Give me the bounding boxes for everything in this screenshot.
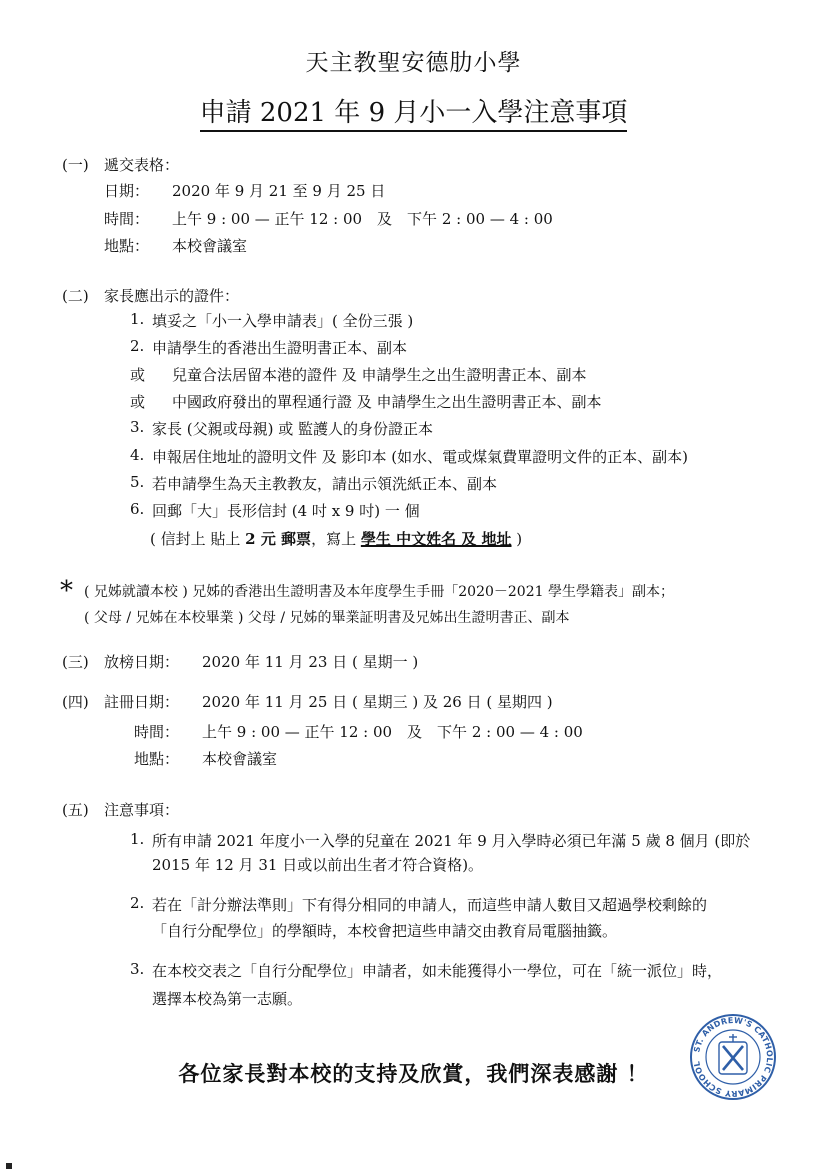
section2-heading: 家長應出示的證件：	[104, 287, 240, 305]
doc-item-text: 兒童合法居留本港的證件 及 申請學生之出生證明書正本、副本	[172, 366, 587, 384]
section5-heading: 注意事項：	[104, 801, 180, 819]
doc-item-number: 5.	[130, 473, 145, 491]
doc-item-text: 回郵「大」長形信封 (4 吋 x 9 吋) 一 個	[152, 502, 420, 520]
star-note-symbol: *	[60, 576, 73, 606]
section1-time-value: 上午 9 : 00 — 正午 12 : 00 及 下午 2 : 00 — 4 : 00	[172, 210, 553, 228]
doc-item-number: 6.	[130, 500, 145, 518]
doc-item-number: 1.	[130, 310, 145, 328]
doc-item-or: 或	[130, 393, 146, 411]
envelope-note-student: 學生 中文姓名 及 地址	[360, 530, 512, 548]
section4-label: 註冊日期：	[104, 693, 180, 711]
svg-text:ST. ANDREW'S CATHOLIC PRIMARY: ST. ANDREW'S CATHOLIC PRIMARY SCHOOL	[692, 1015, 775, 1099]
envelope-note-suffix: )	[511, 530, 523, 548]
note-item-number: 2.	[130, 894, 145, 912]
doc-item-text: 填妥之「小一入學申請表」( 全份三張 )	[152, 312, 414, 330]
section5-number: (五)	[62, 801, 89, 819]
page-title-text: 申請 2021 年 9 月小一入學注意事項	[200, 98, 628, 132]
doc-item-text: 若申請學生為天主教教友，請出示領洗紙正本、副本	[152, 475, 498, 493]
section4-venue-label: 地點：	[134, 750, 180, 768]
closing-message: 各位家長對本校的支持及欣賞，我們深表感謝 ！	[178, 1062, 649, 1086]
note-item-line1: 若在「計分辦法準則」下有得分相同的申請人，而這些申請人數目又超過學校剩餘的	[152, 896, 708, 914]
doc-item-text: 申請學生的香港出生證明書正本、副本	[152, 339, 408, 357]
note-item-line2: 選擇本校為第一志願。	[152, 990, 303, 1008]
note-item-number: 3.	[130, 960, 145, 978]
envelope-note-prefix: ( 信封上 貼上	[150, 530, 246, 548]
doc-item-text: 家長 (父親或母親) 或 監護人的身份證正本	[152, 420, 434, 438]
doc-item-text: 申報居住地址的證明文件 及 影印本 (如水、電或煤氣費單證明文件的正本、副本)	[152, 448, 689, 466]
scan-mark	[6, 1163, 12, 1169]
doc-item-or: 或	[130, 366, 146, 384]
doc-item-text: 中國政府發出的單程通行證 及 申請學生之出生證明書正本、副本	[172, 393, 602, 411]
section1-number: (一)	[62, 156, 89, 174]
envelope-note-stamp: 2 元 郵票	[245, 530, 312, 548]
section4-venue-value: 本校會議室	[202, 750, 278, 768]
note-item-line1: 在本校交表之「自行分配學位」申請者，如未能獲得小一學位，可在「統一派位」時，	[152, 962, 723, 980]
section1-time-label: 時間：	[104, 210, 150, 228]
section3-number: (三)	[62, 653, 89, 671]
section1-date-value: 2020 年 9 月 21 至 9 月 25 日	[172, 182, 386, 200]
section4-time-value: 上午 9 : 00 — 正午 12 : 00 及 下午 2 : 00 — 4 : 00	[202, 723, 583, 741]
doc-item-number: 3.	[130, 418, 145, 436]
section1-heading: 遞交表格：	[104, 156, 180, 174]
school-seal-logo	[688, 1012, 778, 1102]
star-note-line2: ( 父母 / 兄姊在本校畢業 ) 父母 / 兄姊的畢業証明書及兄姊出生證明書正、副本	[84, 610, 570, 626]
school-name: 天主教聖安德肋小學	[305, 50, 522, 76]
section1-venue-label: 地點：	[104, 237, 150, 255]
star-note-line1: ( 兄姊就讀本校 ) 兄姊的香港出生證明書及本年度學生手冊「2020－2021 學生學籍表」副本；	[84, 584, 674, 600]
section4-time-label: 時間：	[134, 723, 180, 741]
section1-date-label: 日期：	[104, 182, 150, 200]
page-title	[0, 92, 827, 129]
note-item-line2: 2015 年 12 月 31 日或以前出生者才符合資格)。	[152, 856, 484, 874]
section1-venue-value: 本校會議室	[172, 237, 248, 255]
section3-value: 2020 年 11 月 23 日 ( 星期一 )	[202, 653, 419, 671]
doc-item-number: 2.	[130, 337, 145, 355]
note-item-number: 1.	[130, 830, 145, 848]
section3-label: 放榜日期：	[104, 653, 180, 671]
envelope-note	[150, 528, 522, 549]
section2-number: (二)	[62, 287, 89, 305]
envelope-note-middle: ，寫上	[311, 530, 361, 548]
doc-item-number: 4.	[130, 446, 145, 464]
note-item-line1: 所有申請 2021 年度小一入學的兒童在 2021 年 9 月入學時必須已年滿 5 歲 8 個月 (即於	[152, 832, 751, 850]
note-item-line2: 「自行分配學位」的學額時，本校會把這些申請交由教育局電腦抽籤。	[152, 922, 618, 940]
section4-number: (四)	[62, 693, 89, 711]
section4-value: 2020 年 11 月 25 日 ( 星期三 ) 及 26 日 ( 星期四 )	[202, 693, 553, 711]
